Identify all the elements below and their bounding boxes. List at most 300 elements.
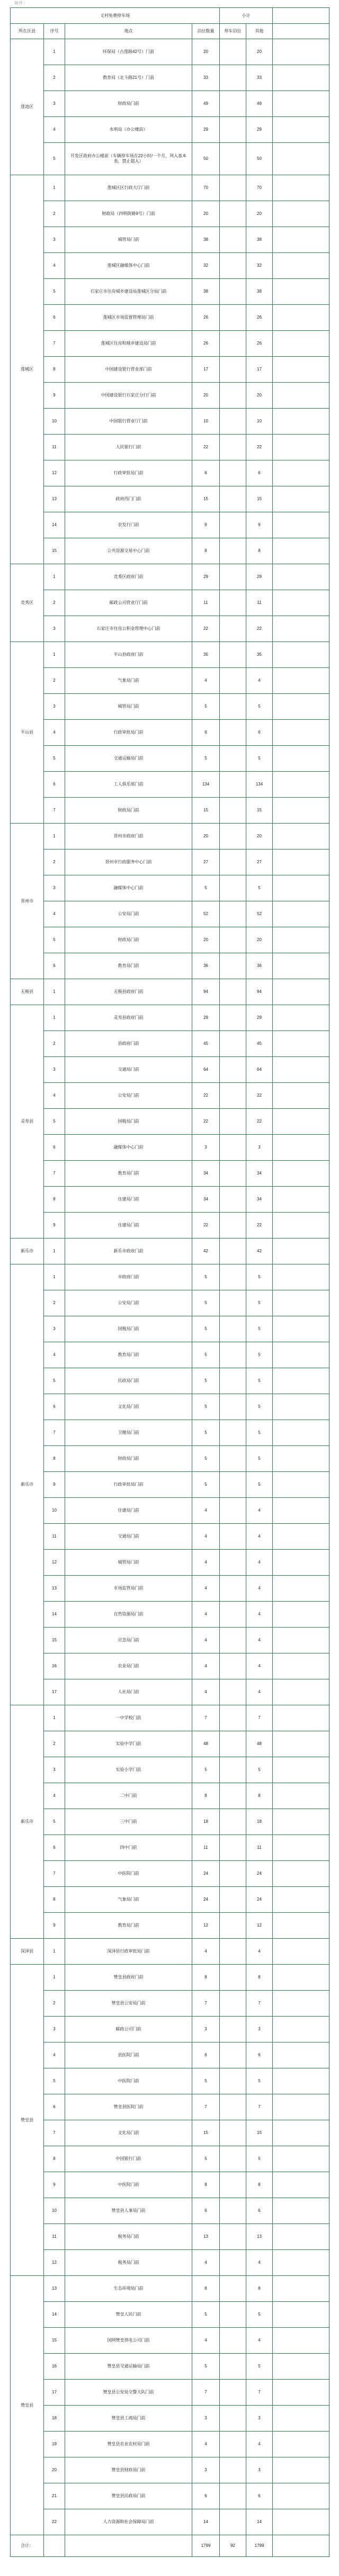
table-row <box>11 175 329 201</box>
other-cell: 34 <box>246 1161 273 1187</box>
table-row <box>11 1757 329 1783</box>
blank-cell <box>273 1991 329 2017</box>
car-cell <box>220 2120 246 2146</box>
blank-cell <box>273 2457 329 2483</box>
location-cell: 赞皇县财政局门前 <box>65 2457 192 2483</box>
other-cell: 8 <box>246 2276 273 2302</box>
seq-cell: 4 <box>44 1083 65 1109</box>
blank-cell <box>273 1602 329 1628</box>
table-row <box>11 1446 329 1472</box>
car-cell <box>220 824 246 849</box>
other-cell: 8 <box>246 2172 273 2198</box>
other-cell: 4 <box>246 2328 273 2354</box>
blank-cell <box>273 2276 329 2302</box>
spaces-cell: 20 <box>192 824 220 849</box>
other-cell: 6 <box>246 2198 273 2224</box>
table-row <box>11 1679 329 1705</box>
blank-cell <box>273 331 329 357</box>
table-row <box>11 512 329 538</box>
spaces-cell: 7 <box>192 2094 220 2120</box>
seq-cell: 17 <box>44 2380 65 2406</box>
location-cell: 中医院门前 <box>65 1861 192 1887</box>
location-cell: 交通运输局门前 <box>65 746 192 772</box>
spaces-cell: 49 <box>192 91 220 117</box>
seq-cell: 21 <box>44 2483 65 2509</box>
other-cell: 5 <box>246 1368 273 1394</box>
spaces-cell: 5 <box>192 1368 220 1394</box>
blank-cell <box>273 1965 329 1991</box>
seq-cell: 6 <box>44 1394 65 1420</box>
other-cell: 13 <box>246 2224 273 2250</box>
car-cell <box>220 1161 246 1187</box>
location-cell: 二中门前 <box>65 1783 192 1809</box>
location-cell: 国税局门前 <box>65 1316 192 1342</box>
table-row <box>11 1498 329 1524</box>
location-cell: 中医院门前 <box>65 2172 192 2198</box>
seq-cell: 3 <box>44 2017 65 2042</box>
seq-cell: 2 <box>44 65 65 91</box>
other-cell: 4 <box>246 1679 273 1705</box>
car-cell <box>220 2094 246 2120</box>
table-row <box>11 1368 329 1394</box>
spaces-cell: 3 <box>192 2457 220 2483</box>
blank-cell <box>273 2068 329 2094</box>
table-row <box>11 39 329 65</box>
other-cell: 94 <box>246 979 273 1005</box>
table-row <box>11 383 329 409</box>
car-cell <box>220 953 246 979</box>
table-row <box>11 1420 329 1446</box>
other-cell: 6 <box>246 2483 273 2509</box>
spaces-cell: 26 <box>192 305 220 331</box>
other-cell: 48 <box>246 1731 273 1757</box>
blank-cell <box>273 1264 329 1290</box>
location-cell: 赞皇县政府门前 <box>65 1965 192 1991</box>
table-row <box>11 2302 329 2328</box>
spaces-cell: 5 <box>192 746 220 772</box>
blank-cell <box>273 798 329 824</box>
other-cell: 11 <box>246 1835 273 1861</box>
district-cell: 晋州市 <box>11 824 44 979</box>
seq-cell: 13 <box>44 1576 65 1602</box>
location-cell: 财政局门前 <box>65 927 192 953</box>
location-cell: 人社局门前 <box>65 1679 192 1705</box>
other-cell: 5 <box>246 1420 273 1446</box>
seq-cell: 14 <box>44 1602 65 1628</box>
seq-cell: 3 <box>44 1757 65 1783</box>
seq-cell: 8 <box>44 357 65 383</box>
car-cell <box>220 901 246 927</box>
blank-cell <box>273 486 329 512</box>
spaces-cell: 42 <box>192 1239 220 1264</box>
seq-cell: 17 <box>44 1679 65 1705</box>
seq-cell: 5 <box>44 746 65 772</box>
spaces-cell: 5 <box>192 2302 220 2328</box>
other-cell: 15 <box>246 486 273 512</box>
spaces-cell: 3 <box>192 1135 220 1161</box>
car-cell <box>220 39 246 65</box>
other-cell: 14 <box>246 2509 273 2535</box>
car-cell <box>220 435 246 460</box>
spaces-cell: 18 <box>192 1809 220 1835</box>
location-cell: 融媒体中心门前 <box>65 875 192 901</box>
seq-cell: 6 <box>44 1835 65 1861</box>
table-row <box>11 1861 329 1887</box>
spaces-cell: 4 <box>192 1602 220 1628</box>
blank-cell <box>273 2094 329 2120</box>
seq-cell: 4 <box>44 1783 65 1809</box>
district-cell: 无极县 <box>11 979 44 1005</box>
table-row <box>11 1602 329 1628</box>
other-cell: 7 <box>246 2380 273 2406</box>
spaces-cell: 10 <box>192 409 220 435</box>
table-row <box>11 538 329 564</box>
car-cell <box>220 91 246 117</box>
spaces-cell: 5 <box>192 1264 220 1290</box>
other-cell: 5 <box>246 1446 273 1472</box>
spaces-header: 泊位数量 <box>192 24 220 39</box>
table-row <box>11 2198 329 2224</box>
blank-cell <box>273 1290 329 1316</box>
spaces-cell: 4 <box>192 1524 220 1550</box>
table-row <box>11 2509 329 2535</box>
table-row <box>11 2328 329 2354</box>
location-cell: 工人俱乐部门前 <box>65 772 192 798</box>
seq-cell: 13 <box>44 2276 65 2302</box>
table-row <box>11 746 329 772</box>
seq-cell: 11 <box>44 2224 65 2250</box>
seq-cell: 1 <box>44 39 65 65</box>
other-cell: 38 <box>246 279 273 305</box>
other-cell: 22 <box>246 435 273 460</box>
car-cell <box>220 720 246 746</box>
car-cell <box>220 1031 246 1057</box>
location-cell: 公安局门前 <box>65 901 192 927</box>
blank-cell <box>273 1757 329 1783</box>
table-row <box>11 1394 329 1420</box>
car-cell <box>220 746 246 772</box>
spaces-cell: 8 <box>192 2276 220 2302</box>
seq-cell: 1 <box>44 1239 65 1264</box>
blank-cell <box>273 383 329 409</box>
car-cell <box>220 1524 246 1550</box>
other-cell: 45 <box>246 1031 273 1057</box>
table-row <box>11 2172 329 2198</box>
blank-cell <box>273 824 329 849</box>
seq-cell: 1 <box>44 175 65 201</box>
other-cell: 4 <box>246 1550 273 1576</box>
location-cell: 灵寿县政府门前 <box>65 1005 192 1031</box>
car-cell <box>220 2042 246 2068</box>
blank-cell <box>273 2406 329 2432</box>
car-cell <box>220 1472 246 1498</box>
blank-cell <box>273 1576 329 1602</box>
location-cell: 邮政公司营业厅门前 <box>65 590 192 616</box>
seq-cell: 12 <box>44 1550 65 1576</box>
car-cell <box>220 979 246 1005</box>
table-row <box>11 331 329 357</box>
other-cell: 5 <box>246 694 273 720</box>
seq-cell: 10 <box>44 1498 65 1524</box>
other-cell: 33 <box>246 65 273 91</box>
seq-cell: 1 <box>44 1965 65 1991</box>
car-cell <box>220 875 246 901</box>
table-row <box>11 616 329 642</box>
other-cell: 5 <box>246 2068 273 2094</box>
location-cell: 农发行门前 <box>65 512 192 538</box>
car-cell <box>220 2198 246 2224</box>
car-cell <box>220 927 246 953</box>
location-cell: 应急局门前 <box>65 1628 192 1653</box>
spaces-cell: 34 <box>192 1161 220 1187</box>
car-cell <box>220 1602 246 1628</box>
seq-cell: 5 <box>44 2068 65 2094</box>
table-row <box>11 1783 329 1809</box>
location-cell: 财政局门前 <box>65 798 192 824</box>
table-row <box>11 435 329 460</box>
spaces-cell: 45 <box>192 1031 220 1057</box>
location-cell: 人力资源和社会保障局门前 <box>65 2509 192 2535</box>
blank-cell <box>273 2483 329 2509</box>
location-cell: 住建局门前 <box>65 1213 192 1239</box>
seq-header: 序号 <box>44 24 65 39</box>
blank-cell <box>273 1239 329 1264</box>
other-cell: 4 <box>246 668 273 694</box>
table-row <box>11 1135 329 1161</box>
seq-cell: 11 <box>44 1524 65 1550</box>
total-label: 合计： <box>11 2535 44 2557</box>
blank-cell <box>273 201 329 227</box>
seq-cell: 15 <box>44 538 65 564</box>
seq-cell: 5 <box>44 1109 65 1135</box>
car-cell <box>220 383 246 409</box>
seq-cell: 2 <box>44 849 65 875</box>
seq-cell: 4 <box>44 2042 65 2068</box>
blank-cell <box>273 875 329 901</box>
other-cell: 26 <box>246 331 273 357</box>
table-row <box>11 1887 329 1913</box>
other-cell: 7 <box>246 1705 273 1731</box>
car-cell <box>220 1783 246 1809</box>
spaces-cell: 22 <box>192 435 220 460</box>
spaces-cell: 64 <box>192 1057 220 1083</box>
other-cell: 15 <box>246 798 273 824</box>
location-cell: 赞皇县医院门前 <box>65 2094 192 2120</box>
blank-cell <box>273 1446 329 1472</box>
location-cell: 税务局门前 <box>65 2224 192 2250</box>
seq-cell: 7 <box>44 1861 65 1887</box>
blank-cell <box>273 2432 329 2457</box>
car-cell <box>220 2328 246 2354</box>
blank-cell <box>273 1342 329 1368</box>
other-cell: 9 <box>246 512 273 538</box>
car-cell <box>220 538 246 564</box>
location-cell: 融媒体中心门前 <box>65 1135 192 1161</box>
district-cell: 新乐市 <box>11 1239 44 1264</box>
blank-cell <box>273 460 329 486</box>
car-cell <box>220 1239 246 1264</box>
other-cell: 29 <box>246 564 273 590</box>
location-cell: 新乐市政府门前 <box>65 1239 192 1264</box>
car-cell <box>220 2302 246 2328</box>
district-cell: 莲池区 <box>11 39 44 175</box>
seq-cell: 10 <box>44 2198 65 2224</box>
car-cell <box>220 1628 246 1653</box>
other-cell: 35 <box>246 642 273 668</box>
car-cell <box>220 1498 246 1524</box>
other-cell: 20 <box>246 927 273 953</box>
blank-cell <box>273 2328 329 2354</box>
blank-cell <box>273 409 329 435</box>
car-cell <box>220 2250 246 2276</box>
location-cell: 公安局门前 <box>65 1083 192 1109</box>
spaces-cell: 5 <box>192 1290 220 1316</box>
location-cell: 中国银行营业厅门前 <box>65 409 192 435</box>
spaces-cell: 8 <box>192 1965 220 1991</box>
blank-cell <box>273 694 329 720</box>
other-cell: 6 <box>246 2042 273 2068</box>
location-cell: 卫健局门前 <box>65 1420 192 1446</box>
location-cell: 中国银行门前 <box>65 2146 192 2172</box>
table-row <box>11 65 329 91</box>
table-row <box>11 279 329 305</box>
blank-cell <box>273 2354 329 2380</box>
table-row <box>11 2146 329 2172</box>
blank-cell <box>273 1835 329 1861</box>
spaces-cell: 5 <box>192 1472 220 1498</box>
seq-cell: 3 <box>44 875 65 901</box>
other-cell: 22 <box>246 1083 273 1109</box>
car-cell <box>220 253 246 279</box>
seq-cell: 22 <box>44 2509 65 2535</box>
spaces-cell: 3 <box>192 2017 220 2042</box>
seq-cell: 15 <box>44 1628 65 1653</box>
other-cell: 4 <box>246 1653 273 1679</box>
location-cell: 交通局门前 <box>65 1057 192 1083</box>
seq-cell: 6 <box>44 772 65 798</box>
blank-cell <box>273 143 329 175</box>
district-cell: 平山县 <box>11 642 44 824</box>
blank-header-cell-2 <box>273 24 329 39</box>
spaces-cell: 22 <box>192 1109 220 1135</box>
blank-cell <box>273 1187 329 1213</box>
spaces-cell: 4 <box>192 1498 220 1524</box>
spaces-cell: 24 <box>192 1887 220 1913</box>
blank-cell <box>273 2120 329 2146</box>
location-cell: 赞皇县工商局门前 <box>65 2406 192 2432</box>
location-cell: 市政府门前 <box>65 1264 192 1290</box>
table-row <box>11 1653 329 1679</box>
spaces-cell: 52 <box>192 901 220 927</box>
blank-cell <box>273 39 329 65</box>
blank-cell <box>273 1783 329 1809</box>
seq-cell: 14 <box>44 2302 65 2328</box>
table-row <box>11 642 329 668</box>
car-cell <box>220 1290 246 1316</box>
blank-cell <box>273 1420 329 1446</box>
parking-table <box>10 7 329 2557</box>
car-cell <box>220 564 246 590</box>
table-row <box>11 1472 329 1498</box>
spaces-cell: 134 <box>192 772 220 798</box>
seq-cell: 1 <box>44 1005 65 1031</box>
spaces-cell: 4 <box>192 2328 220 2354</box>
blank-cell <box>273 927 329 953</box>
car-cell <box>220 357 246 383</box>
table-row <box>11 1161 329 1187</box>
blank-cell <box>273 1887 329 1913</box>
location-cell: 四中门前 <box>65 1835 192 1861</box>
spaces-cell: 38 <box>192 279 220 305</box>
spaces-cell: 27 <box>192 849 220 875</box>
other-cell: 22 <box>246 1109 273 1135</box>
table-title-row <box>11 8 329 24</box>
blank-cell <box>273 1109 329 1135</box>
seq-cell: 3 <box>44 1316 65 1342</box>
car-cell <box>220 1913 246 1939</box>
spaces-cell: 20 <box>192 383 220 409</box>
spaces-cell: 29 <box>192 117 220 143</box>
location-cell: 邮政公司门前 <box>65 2017 192 2042</box>
table-row <box>11 1213 329 1239</box>
blank-cell <box>273 849 329 875</box>
spaces-cell: 36 <box>192 953 220 979</box>
seq-cell: 5 <box>44 927 65 953</box>
location-cell: 生态环境局门前 <box>65 2276 192 2302</box>
seq-cell: 16 <box>44 2354 65 2380</box>
table-row <box>11 1187 329 1213</box>
spaces-cell: 6 <box>192 2198 220 2224</box>
seq-cell: 5 <box>44 1809 65 1835</box>
blank-cell <box>273 538 329 564</box>
location-cell: 公共资源交易中心门前 <box>65 538 192 564</box>
seq-cell: 2 <box>44 201 65 227</box>
other-cell: 3 <box>246 2406 273 2432</box>
location-cell: 赞皇县民政局门前 <box>65 2483 192 2509</box>
seq-cell: 8 <box>44 1187 65 1213</box>
location-cell: 县政府门前 <box>65 1031 192 1057</box>
location-cell: 财政局门前 <box>65 91 192 117</box>
blank-cell <box>273 2302 329 2328</box>
other-cell: 27 <box>246 849 273 875</box>
car-cell <box>220 1187 246 1213</box>
blank-cell <box>273 117 329 143</box>
blank-cell <box>273 772 329 798</box>
other-cell: 12 <box>246 1913 273 1939</box>
location-cell: 竞秀区政府门前 <box>65 564 192 590</box>
spaces-cell: 20 <box>192 927 220 953</box>
car-cell <box>220 1809 246 1835</box>
spaces-cell: 5 <box>192 1420 220 1446</box>
location-cell: 深泽县行政审批局门前 <box>65 1939 192 1965</box>
blank-cell <box>273 1653 329 1679</box>
table-row <box>11 1576 329 1602</box>
blank-cell <box>273 746 329 772</box>
location-cell: 公安局门前 <box>65 1290 192 1316</box>
car-cell <box>220 2354 246 2380</box>
spaces-cell: 4 <box>192 1550 220 1576</box>
car-cell <box>220 279 246 305</box>
seq-cell: 8 <box>44 1446 65 1472</box>
spaces-cell: 33 <box>192 65 220 91</box>
car-cell <box>220 1264 246 1290</box>
other-cell: 3 <box>246 2017 273 2042</box>
location-cell: 中国建设银行营业部门前 <box>65 357 192 383</box>
seq-cell: 6 <box>44 1135 65 1161</box>
blank-cell <box>273 1628 329 1653</box>
location-cell: 文化局门前 <box>65 2120 192 2146</box>
blank-cell <box>273 2146 329 2172</box>
